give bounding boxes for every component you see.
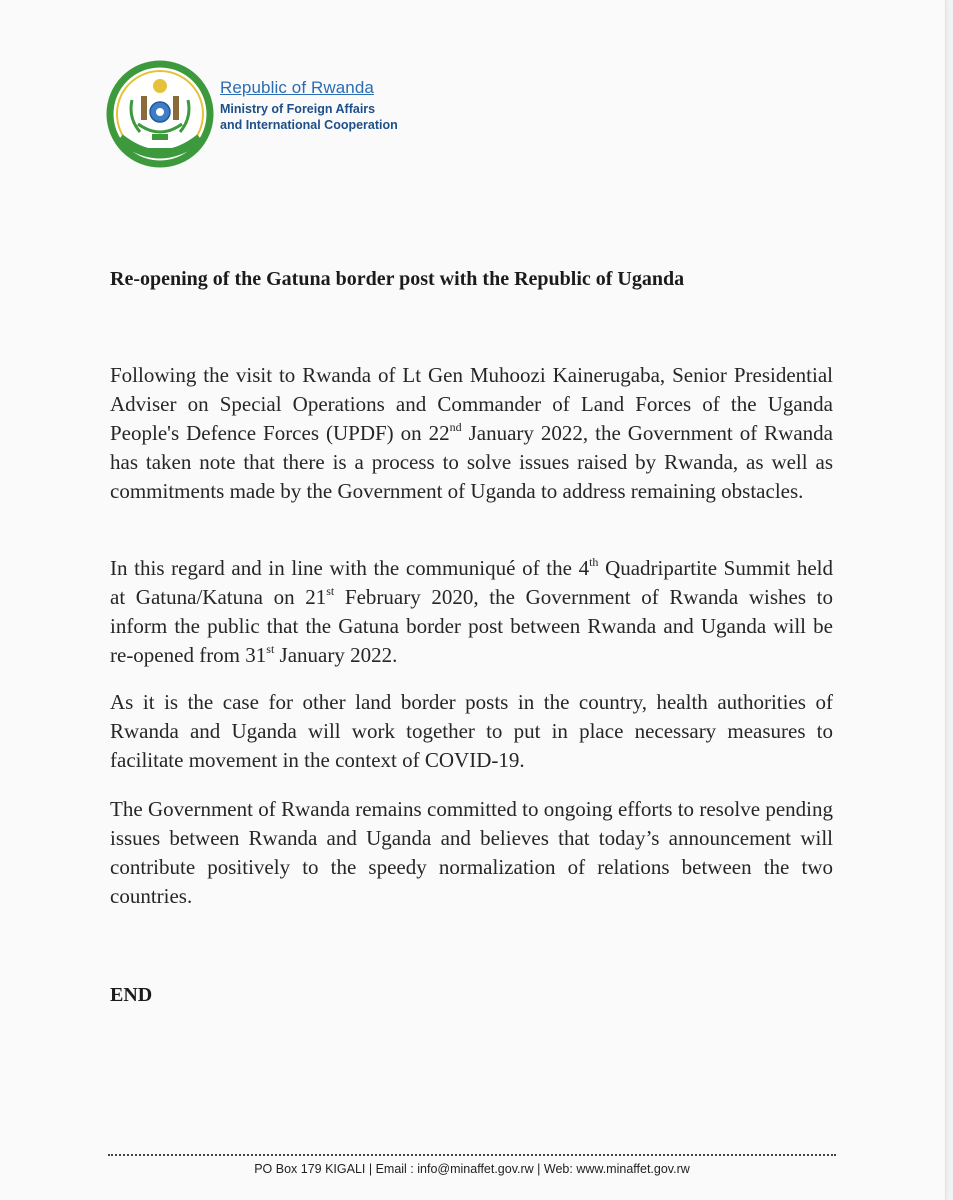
footer-divider — [108, 1154, 836, 1156]
paragraph-2-sup-st-1: st — [326, 584, 335, 598]
paragraph-2-part-a: In this regard and in line with the communiqué of the 4 — [110, 556, 590, 580]
letterhead-org: Republic of Rwanda — [220, 78, 374, 97]
paragraph-1-part-b: January 2022, the Government of Rwanda has taken note that there is a process to solve issues raised by Rwanda, as well as commitments made by the Government of Uganda to address remaining obstacles. — [110, 421, 833, 503]
paragraph-2 — [110, 554, 833, 670]
paragraph-2-part-b: Quadripartite Summit held at Gatuna/Katuna on 21 — [110, 556, 834, 609]
paragraph-2-part-d: January 2022. — [274, 643, 398, 667]
letterhead-ministry-line1: Ministry of Foreign Affairs — [220, 102, 376, 116]
document-title: Re-opening of the Gatuna border post with the Republic of Uganda — [110, 268, 685, 290]
footer-contact: PO Box 179 KIGALI | Email : info@minaffet.gov.rw | Web: www.minaffet.gov.rw — [254, 1162, 690, 1176]
letterhead-ministry-line2: and International Cooperation — [220, 118, 398, 132]
paragraph-2-part-c: February 2020, the Government of Rwanda wishes to inform the public that the Gatuna border post between Rwanda and Uganda will be re-opened from 31 — [110, 585, 833, 667]
paragraph-1 — [110, 361, 833, 506]
paragraph-1-sup-nd: nd — [449, 420, 462, 434]
letterhead — [220, 78, 398, 133]
paragraph-1-part-a: Following the visit to Rwanda of Lt Gen Muhoozi Kainerugaba, Senior Presidential Adviser on Special Operations and Commander of Land Forces of the Uganda People's Defence Forces (UPDF) on 22 — [110, 363, 833, 445]
paragraph-4: The Government of Rwanda remains committed to ongoing efforts to resolve pending issues between Rwanda and Uganda and believes that today’s announcement will contribute positively to the speedy normalization of relations between the two countries. — [110, 797, 833, 908]
paragraph-2-sup-st-2: st — [266, 642, 275, 656]
end-marker: END — [110, 984, 153, 1006]
paragraph-3: As it is the case for other land border posts in the country, health authorities of Rwanda and Uganda will work together to put in place necessary measures to facilitate movement in the context of COVID-19. — [110, 690, 833, 772]
rwanda-coat-of-arms-seal — [106, 60, 214, 172]
paragraph-2-sup-th: th — [589, 555, 599, 569]
